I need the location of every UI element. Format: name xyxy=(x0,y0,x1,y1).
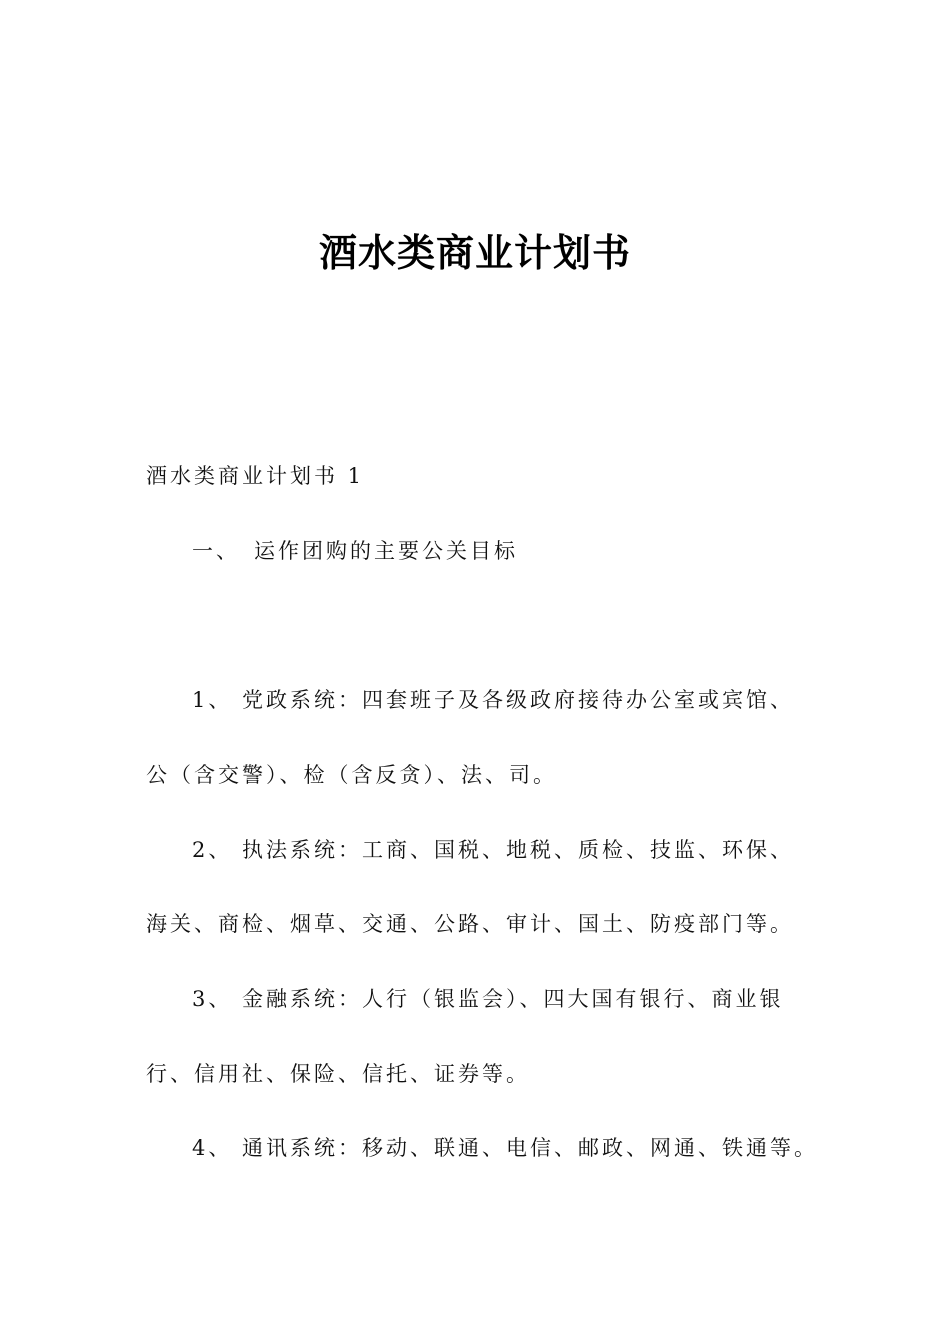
list-item-number: 2、 xyxy=(192,838,233,862)
list-item-continuation: 公（含交警）、检（含反贪）、法、司。 xyxy=(146,763,557,787)
list-item-continuation: 海关、商检、烟草、交通、公路、审计、国土、防疫部门等。 xyxy=(146,912,794,936)
list-item-text: 执法系统：工商、国税、地税、质检、技监、环保、 xyxy=(242,838,794,862)
list-item-text: 金融系统：人行（银监会）、四大国有银行、商业银 xyxy=(242,987,784,1011)
section-heading xyxy=(192,541,518,562)
list-item-text: 党政系统：四套班子及各级政府接待办公室或宾馆、 xyxy=(242,688,794,712)
list-item xyxy=(192,840,794,861)
section-number: 一、 xyxy=(192,539,240,563)
list-item xyxy=(192,690,794,711)
list-item-text: 通讯系统：移动、联通、电信、邮政、网通、铁通等。 xyxy=(242,1136,818,1160)
document-title: 酒水类商业计划书 xyxy=(318,231,631,275)
list-item-number: 1、 xyxy=(192,688,233,712)
list-item-number: 3、 xyxy=(192,987,233,1011)
list-item-number: 4、 xyxy=(192,1136,233,1160)
list-item xyxy=(192,989,784,1010)
document-subtitle: 酒水类商业计划书 1 xyxy=(146,464,365,488)
section-heading-text: 运作团购的主要公关目标 xyxy=(254,539,518,563)
list-item-continuation: 行、信用社、保险、信托、证券等。 xyxy=(146,1062,530,1086)
list-item xyxy=(192,1138,818,1159)
